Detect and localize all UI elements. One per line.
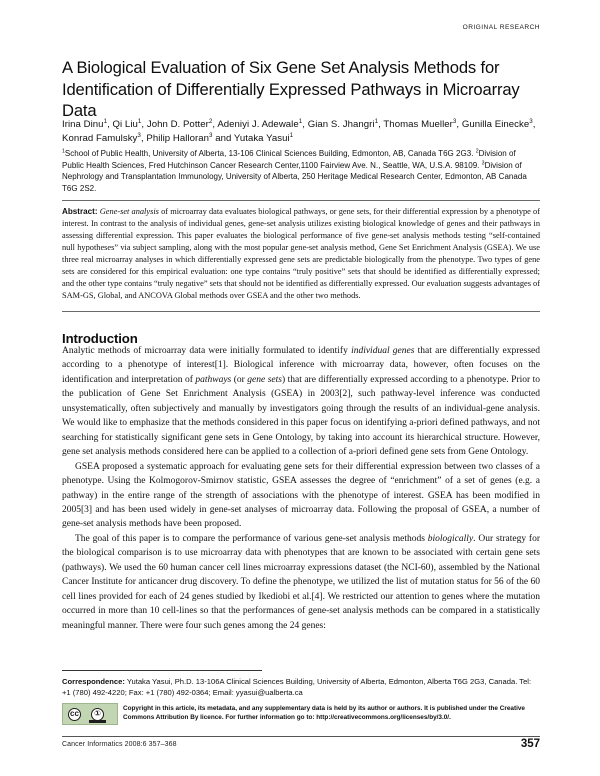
correspondence-block: Correspondence: Yutaka Yasui, Ph.D. 13-106A Clinical Sciences Building, University of Alberta, Edmonton, Alberta T6G 2G3, Canada. Tel: +1 (780) 492-4220; Fax: +1 (780) 492-0364; Email: yyasui@ualberta.ca — [62, 677, 532, 698]
paragraph: Analytic methods of microarray data were initially formulated to identify individual genes that are differentially expressed according to a phenotype of interest[1]. Biological inference with microarray data, however, often focuses on the identification and interpretation of pathways (or gene sets) that are differentially expressed according to a phenotype. Prior to the publication of Gene Set Enrichment Analysis (GSEA) in 2003[2], such pathway-level inference was conducted unsystematically, often subjectively and manually by investigators going through the results of an individual-gene analysis. We would like to emphasize that the methods considered in this paper focus on identifying a-priori defined pathways, and not searching for statistically significant gene sets in Gene Ontology, by taking into account its hierarchical structure. However, gene set analysis methods considered here can be applied to a collection of a-priori defined gene sets from Gene Ontology. — [62, 346, 541, 458]
page-number: 357 — [520, 738, 540, 750]
paragraph: The goal of this paper is to compare the performance of various gene-set analysis methods biologically. Our strategy for the biological comparison is to use microarray data with phenotypes that are known to be associated with certain gene sets (pathways). We used the 60 human cancer cell lines microarray expressions dataset (the NCI-60), assembled by the National Cancer Institute for anticancer drug discovery. To define the phenotype, we utilized the list of mutation status for 56 of the 60 cell lines provided for each of 24 genes studied by Ikediobi et al.[4]. We restricted our attention to genes where the mutation occurred in more than 10 cell-lines so that the performances of gene-set analysis methods can be compared in a statistically meaningful manner. There were four such genes among the 24 genes: — [62, 533, 540, 631]
creative-commons-icon — [62, 703, 118, 725]
journal-citation: Cancer Informatics 2008:6 357–368 — [62, 741, 177, 748]
abstract-section — [62, 206, 540, 302]
section-heading-introduction: Introduction — [62, 330, 138, 346]
author-list: Irina Dinu$^1$, Qi Liu$^1$, John D. Potter$^2$, Adeniyi J. Adewale$^1$, Gian S. Jhangri$^1$, Thomas Mueller$^3$, Gunilla Einecke$^3$, Konrad Famulsky$^3$, Philip Halloran$^3$ and Yutaka Yasui$^1$ — [62, 117, 536, 144]
abstract-label: Abstract: — [62, 207, 98, 216]
running-head: ORIGINAL RESEARCH — [462, 24, 540, 31]
affiliations: $^1$School of Public Health, University of Alberta, 13-106 Clinical Sciences Building, Edmonton, AB, Canada T6G 2G3. $^2$Division of Public Health Sciences, Fred Hutchinson Cancer Research Center,1100 Fairview Ave. N., Seattle, WA, U.S.A. 98109. $^3$Division of Nephrology and Transplantation Immunology, University of Alberta, 250 Heritage Medical Research Center, Edmonton, AB Canada T6G 2S2. — [62, 148, 527, 193]
abstract-text: Gene-set analysis of microarray data evaluates biological pathways, or gene sets, for their differential expression by a phenotype of interest. In contrast to the analysis of individual genes, gene-set analysis utilizes existing biological knowledge of genes and their pathways in assessing differential expression. This paper evaluates the biological performance of five gene-set analysis methods testing “self-contained null hypotheses” via subject sampling, along with the most popular gene-set analysis method, Gene Set Enrichment Analysis (GSEA). We use three real microarray analyses in which differentially expressed gene sets are predictable biologically from the phenotype. Two types of gene sets are considered for this empirical evaluation: one type contains “truly positive” sets that should be identified as differentially expressed; and the other type contains “truly negative” sets that should not be identified as differentially expressed. Our evaluation suggests advantages of SAM-GS, Global, and ANCOVA Global methods over GSEA and the other two methods. — [62, 207, 540, 301]
abstract-top-rule — [62, 200, 540, 201]
page-title: A Biological Evaluation of Six Gene Set Analysis Methods for Identification of Differentially Expressed Pathways in Microarray Data — [62, 58, 520, 120]
bottom-rule — [62, 736, 540, 737]
cc-by-mark-icon: ① — [91, 708, 104, 721]
cc-mark-icon: cc — [68, 708, 81, 721]
cc-underline-icon — [89, 720, 106, 723]
footer-divider — [62, 670, 262, 671]
introduction-body — [62, 344, 540, 633]
abstract-bottom-rule — [62, 311, 540, 312]
license-block — [62, 703, 540, 725]
paragraph: GSEA proposed a systematic approach for evaluating gene sets for their differential expression between two classes of a phenotype. Using the Kolmogorov-Smirnov statistic, GSEA assesses the degree of “enrichment” of a set of genes (e.g. a pathway) in the entire range of the strength of associations with the phenotype of interest. GSEA has been modified in 2005[3] and has been used widely in gene-set analyses of microarray data. Following the proposal of GSEA, a number of gene-set analysis methods have been proposed. — [62, 461, 540, 530]
license-text: Copyright in this article, its metadata, and any supplementary data is held by its author or authors. It is published under the Creative Commons Attribution By licence. For further information go to: http://creativecommons.org/licenses/by/3.0/. — [123, 705, 525, 722]
